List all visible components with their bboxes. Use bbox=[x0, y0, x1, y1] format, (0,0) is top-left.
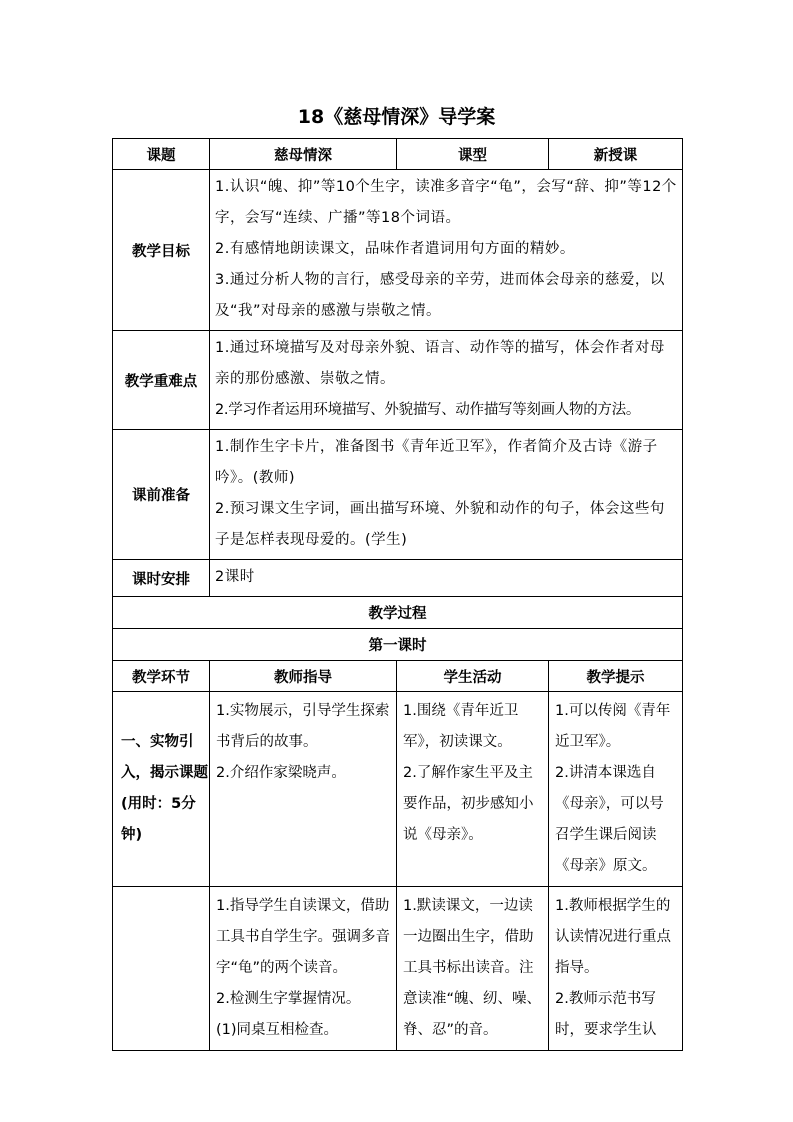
preparation-item: 1.制作生字卡片，准备图书《青年近卫军》，作者简介及古诗《游子吟》。(教师) bbox=[215, 439, 658, 486]
student-cell bbox=[397, 887, 549, 1051]
teacher-cell bbox=[210, 692, 397, 887]
teacher-item: (1)同桌互相检查。 bbox=[216, 1022, 339, 1038]
schedule-value: 2课时 bbox=[210, 560, 683, 597]
table-row bbox=[113, 692, 683, 887]
goals-row bbox=[113, 170, 683, 331]
process-title: 教学过程 bbox=[113, 597, 683, 629]
column-header-row bbox=[113, 661, 683, 692]
table-row bbox=[113, 887, 683, 1051]
goal-item: 3.通过分析人物的言行，感受母亲的辛劳，进而体会母亲的慈爱，以及“我”对母亲的感激与崇敬之情。 bbox=[215, 272, 665, 319]
topic-value: 慈母情深 bbox=[210, 139, 397, 170]
goal-item: 2.有感情地朗读课文，品味作者遣词用句方面的精妙。 bbox=[215, 241, 575, 257]
goals-content bbox=[210, 170, 683, 331]
key-points-content bbox=[210, 331, 683, 430]
column-header: 教师指导 bbox=[210, 661, 397, 692]
student-cell bbox=[397, 692, 549, 887]
type-label: 课型 bbox=[397, 139, 549, 170]
topic-label: 课题 bbox=[113, 139, 210, 170]
stage-cell bbox=[113, 887, 210, 1051]
tips-item: 1.教师根据学生的认读情况进行重点指导。 bbox=[555, 898, 671, 976]
column-header: 学生活动 bbox=[397, 661, 549, 692]
teacher-item: 1.实物展示，引导学生探索书背后的故事。 bbox=[216, 703, 390, 750]
preparation-row bbox=[113, 430, 683, 560]
tips-cell bbox=[549, 887, 683, 1051]
student-item: 2.了解作家生平及主要作品，初步感知小说《母亲》。 bbox=[403, 765, 534, 843]
tips-item: 2.讲清本课选自《母亲》，可以号召学生课后阅读《母亲》原文。 bbox=[555, 765, 664, 874]
key-point-item: 1.通过环境描写及对母亲外貌、语言、动作等的描写，体会作者对母亲的那份感激、崇敬之情。 bbox=[215, 340, 665, 387]
preparation-label: 课前准备 bbox=[113, 430, 210, 560]
teacher-item: 1.指导学生自读课文，借助工具书自学生字。强调多音字“龟”的两个读音。 bbox=[216, 898, 390, 976]
lesson-title: 第一课时 bbox=[113, 629, 683, 661]
teacher-cell bbox=[210, 887, 397, 1051]
teacher-item: 2.介绍作家梁晓声。 bbox=[216, 765, 346, 781]
key-point-item: 2.学习作者运用环境描写、外貌描写、动作描写等刻画人物的方法。 bbox=[215, 402, 641, 418]
process-title-row bbox=[113, 597, 683, 629]
key-points-row bbox=[113, 331, 683, 430]
stage-cell: 一、实物引入，揭示课题(用时：5分钟) bbox=[113, 692, 210, 887]
tips-item: 2.教师示范书写时，要求学生认 bbox=[555, 991, 657, 1038]
student-item: 1.默读课文，一边读一边圈出生字，借助工具书标出读音。注意读准“魄、纫、噪、脊、忍”的音。 bbox=[403, 898, 542, 1038]
preparation-item: 2.预习课文生字词，画出描写环境、外貌和动作的句子，体会这些句子是怎样表现母爱的。(学生) bbox=[215, 501, 665, 548]
teacher-item: 2.检测生字掌握情况。 bbox=[216, 991, 361, 1007]
schedule-row bbox=[113, 560, 683, 597]
topic-row bbox=[113, 139, 683, 170]
lesson-title-row bbox=[113, 629, 683, 661]
schedule-label: 课时安排 bbox=[113, 560, 210, 597]
page-title: 18《慈母情深》导学案 bbox=[297, 106, 496, 128]
student-item: 1.围绕《青年近卫军》，初读课文。 bbox=[403, 703, 519, 750]
key-points-label: 教学重难点 bbox=[113, 331, 210, 430]
goal-item: 1.认识“魄、抑”等10个生字，读准多音字“龟”，会写“辞、抑”等12个字，会写“连续、广播”等18个词语。 bbox=[215, 179, 677, 226]
type-value: 新授课 bbox=[549, 139, 683, 170]
tips-item: 1.可以传阅《青年近卫军》。 bbox=[555, 703, 671, 750]
goals-label: 教学目标 bbox=[113, 170, 210, 331]
column-header: 教学环节 bbox=[113, 661, 210, 692]
preparation-content bbox=[210, 430, 683, 560]
tips-cell bbox=[549, 692, 683, 887]
lesson-plan-table bbox=[112, 138, 683, 1051]
column-header: 教学提示 bbox=[549, 661, 683, 692]
